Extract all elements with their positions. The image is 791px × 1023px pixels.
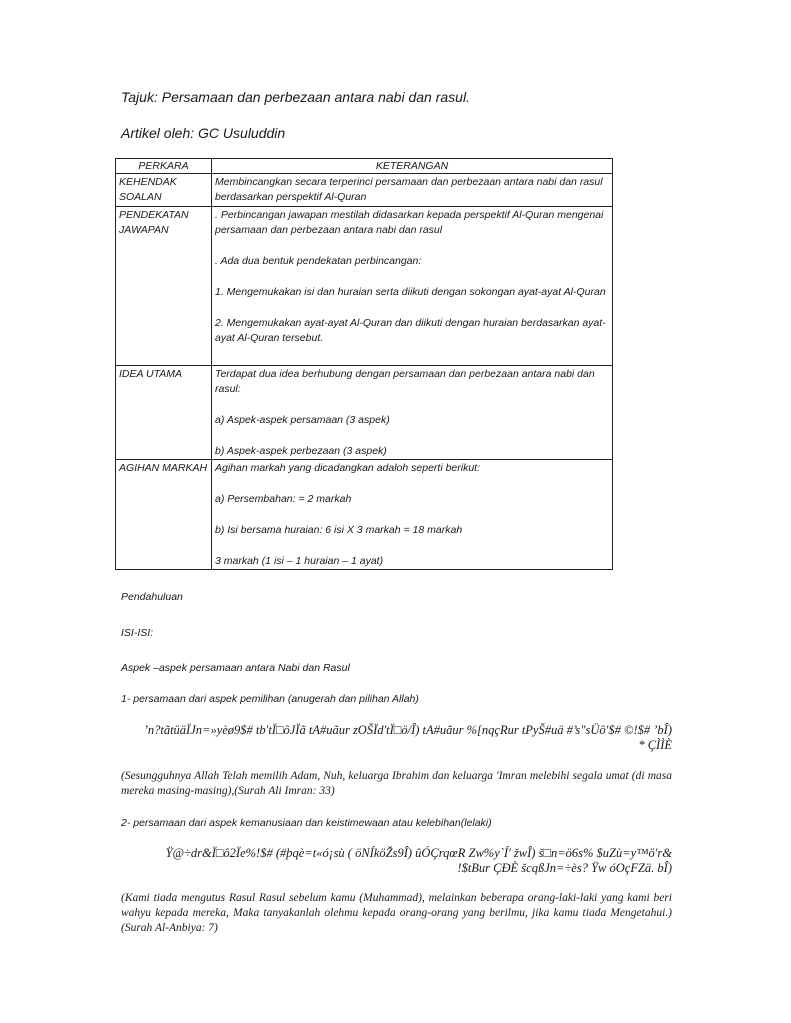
section-isi: ISI-ISI: bbox=[121, 627, 154, 639]
section-pendahuluan: Pendahuluan bbox=[121, 591, 183, 603]
quran-verse-one: ’n?tãtüäÏJn=»yèø9$# tb'tÏ□ôJÏã tA#uãur zOŠÏd'tÏ□ö/Î) tA#uãur %[nqçRur tPyŠ#uä #’s"sÜô'$# ©!$# ’bÎ) * ÇÌÌÈ bbox=[143, 723, 672, 752]
row-label: IDEA UTAMA bbox=[116, 366, 212, 460]
article-author: Artikel oleh: GC Usuluddin bbox=[121, 125, 286, 141]
row-paragraph: Agihan markah yang dicadangkan adaloh seperti berikut: bbox=[215, 462, 481, 474]
verse-one-translation: (Sesungguhnya Allah Telah memilih Adam, Nuh, keluarga Ibrahim dan keluarga 'Imran melebihi segala umat (di masa mereka masing-masing),(Surah Ali Imran: 33) bbox=[121, 770, 672, 797]
point-one-heading: 1- persamaan dari aspek pemilihan (anugerah dan pilihan Allah) bbox=[121, 693, 419, 705]
row-paragraph: Terdapat dua idea berhubung dengan persamaan dan perbezaan antara nabi dan rasul: bbox=[215, 368, 595, 395]
table-row bbox=[116, 174, 613, 207]
quran-verse-two: Ÿ@÷dr&Ï□ô2Ïe%!$# (#þqè=t«ó¡sù ( öNÍköŽs9Î) ûÓÇrqœR Zw%y`Í' žwÎ) š□n=ö6s% $uZù=y™ö'r& !$tBur ÇÐÈ šcqßJn=÷ès? Ÿw óOçFZä. bÎ) bbox=[165, 846, 672, 875]
row-label: AGIHAN MARKAH bbox=[116, 460, 212, 570]
table-row bbox=[116, 366, 613, 460]
row-description bbox=[212, 174, 613, 207]
verse-two-translation: (Kami tiada mengutus Rasul Rasul sebelum kamu (Muhammad), melainkan beberapa orang-laki-laki yang kami beri wahyu kepada mereka, Maka tanyakanlah olehmu kepada orang-orang yang berilmu, jika kamu tiada Mengetahui.) (Surah Al-Anbiya: 7) bbox=[121, 892, 672, 934]
table-header-row bbox=[116, 159, 613, 174]
section-aspek-heading: Aspek –aspek persamaan antara Nabi dan Rasul bbox=[121, 662, 350, 674]
summary-table bbox=[115, 158, 613, 570]
row-paragraph: 1. Mengemukakan isi dan huraian serta diikuti dengan sokongan ayat-ayat Al-Quran bbox=[215, 286, 606, 298]
table-row bbox=[116, 207, 613, 366]
row-label: PENDEKATAN JAWAPAN bbox=[116, 207, 212, 366]
table-row bbox=[116, 460, 613, 570]
row-description bbox=[212, 207, 613, 366]
row-description bbox=[212, 460, 613, 570]
row-paragraph: b) Isi bersama huraian: 6 isi X 3 markah = 18 markah bbox=[215, 524, 463, 536]
row-description bbox=[212, 366, 613, 460]
row-paragraph: 2. Mengemukakan ayat-ayat Al-Quran dan diikuti dengan huraian berdasarkan ayat-ayat Al-Quran tersebut. bbox=[215, 317, 606, 344]
row-paragraph: 3 markah (1 isi – 1 huraian – 1 ayat) bbox=[215, 555, 384, 567]
row-paragraph: . Perbincangan jawapan mestilah didasarkan kepada perspektif Al-Quran mengenai persamaan dan perbezaan antara nabi dan rasul bbox=[215, 209, 604, 236]
page-title: Tajuk: Persamaan dan perbezaan antara nabi dan rasul. bbox=[121, 89, 470, 105]
row-paragraph: a) Persembahan: = 2 markah bbox=[215, 493, 352, 505]
row-paragraph: Membincangkan secara terperinci persamaan dan perbezaan antara nabi dan rasul berdasarkan perspektif Al-Quran bbox=[215, 176, 603, 203]
point-two-heading: 2- persamaan dari aspek kemanusiaan dan keistimewaan atau kelebihan(lelaki) bbox=[121, 817, 492, 829]
row-label: KEHENDAK SOALAN bbox=[116, 174, 212, 207]
row-paragraph: . Ada dua bentuk pendekatan perbincangan: bbox=[215, 255, 422, 267]
row-paragraph: b) Aspek-aspek perbezaan (3 aspek) bbox=[215, 445, 387, 457]
header-perkara: PERKARA bbox=[116, 159, 212, 174]
row-paragraph: a) Aspek-aspek persamaan (3 aspek) bbox=[215, 414, 390, 426]
header-keterangan: KETERANGAN bbox=[212, 159, 613, 174]
